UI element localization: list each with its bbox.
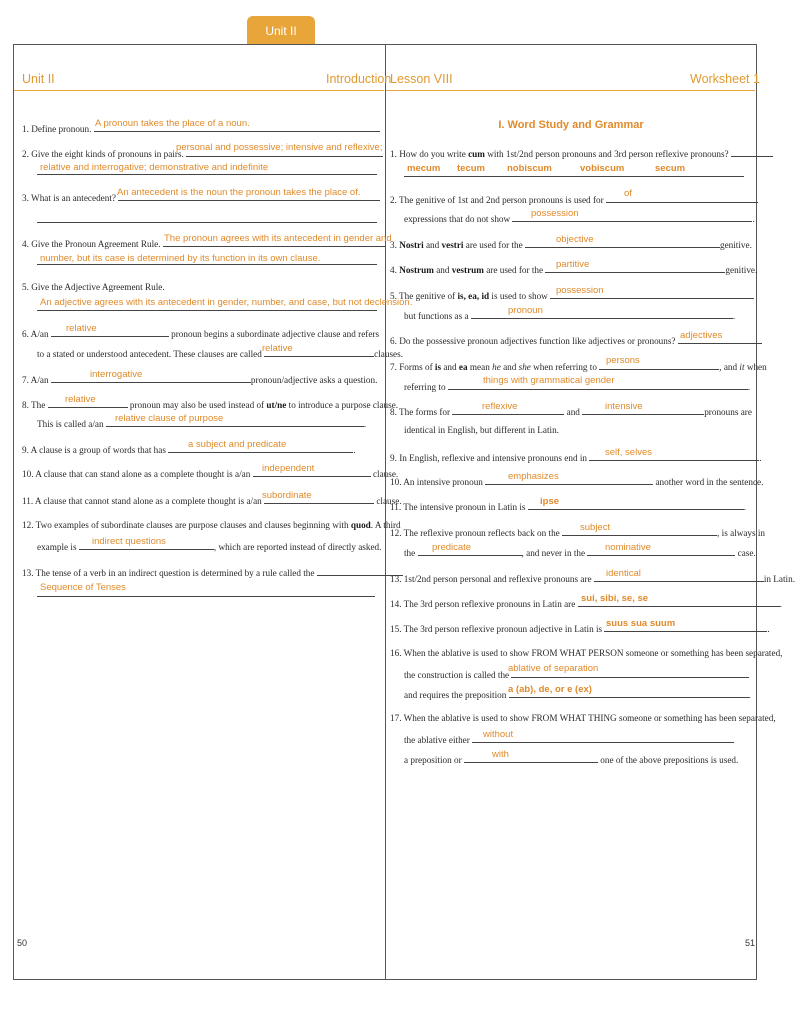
question-3: 3. What is an antecedent? — [22, 191, 380, 204]
ranswer-4[interactable]: partitive — [556, 259, 590, 270]
rquestion-3: 3. Nostri and vestri are used for the genitive. — [390, 240, 752, 250]
rquestion-5: 5. The genitive of is, ea, id is used to show — [390, 289, 754, 302]
question-11: 11. A clause that cannot stand alone as a complete thought is a/an clause. — [22, 496, 402, 506]
ranswer-2b[interactable]: possession — [531, 208, 579, 219]
ranswer-13[interactable]: identical — [606, 568, 641, 579]
rquestion-2: 2. The genitive of 1st and 2nd person pronouns is used for — [390, 193, 758, 206]
rquestion-11: 11. The intensive pronoun in Latin is . — [390, 502, 747, 512]
left-header-rule — [14, 90, 384, 91]
rquestion-6: 6. Do the possessive pronoun adjectives function like adjectives or pronouns? — [390, 334, 762, 347]
question-6: 6. A/an pronoun begins a subordinate adjective clause and refers — [22, 329, 380, 339]
ranswer-14[interactable]: sui, sibi, se, se — [581, 593, 649, 604]
page-number-right: 51 — [745, 938, 756, 948]
rquestion-7: 7. Forms of is and ea mean he and she when referring to , and it when — [390, 362, 767, 372]
ranswer-11[interactable]: ipse — [540, 496, 560, 507]
ranswer-10[interactable]: emphasizes — [508, 471, 559, 482]
rquestion-2-cont: expressions that do not show . — [404, 214, 755, 224]
ranswer-12b[interactable]: predicate — [432, 542, 472, 553]
question-8-cont: This is called a/an . — [37, 419, 367, 429]
ranswer-1-mecum[interactable]: mecum — [407, 163, 441, 174]
ranswer-9[interactable]: self, selves — [605, 447, 652, 458]
ranswer-12a[interactable]: subject — [580, 522, 611, 533]
ranswer-7a[interactable]: persons — [606, 355, 640, 366]
answer-line — [37, 264, 377, 265]
rquestion-16: 16. When the ablative is used to show FROM WHAT PERSON someone or something has been separated, — [390, 648, 783, 658]
rquestion-12-cont: the , and never in the case. — [404, 548, 756, 558]
question-13: 13. The tense of a verb in an indirect question is determined by a rule called the — [22, 566, 403, 579]
question-4: 4. Give the Pronoun Agreement Rule. — [22, 237, 385, 250]
question-6-cont: to a stated or understood antecedent. These clauses are called clauses. — [37, 349, 403, 359]
ranswer-17a[interactable]: without — [483, 729, 514, 740]
rquestion-4: 4. Nostrum and vestrum are used for the genitive. — [390, 265, 758, 275]
right-header-rule — [386, 90, 755, 91]
question-7: 7. A/an pronoun/adjective asks a question. — [22, 375, 378, 385]
answer-line — [37, 174, 377, 175]
section-title: I. Word Study and Grammar — [498, 119, 644, 131]
ranswer-1-tecum[interactable]: tecum — [457, 163, 485, 174]
ranswer-7b[interactable]: things with grammatical gender — [483, 375, 615, 386]
answer-8a[interactable]: relative — [65, 394, 96, 405]
rquestion-1: 1. How do you write cum with 1st/2nd person pronouns and 3rd person reflexive pronouns? — [390, 147, 773, 160]
ranswer-6[interactable]: adjectives — [680, 330, 723, 341]
rquestion-17-c: a preposition or one of the above prepositions is used. — [404, 755, 739, 765]
rquestion-17: 17. When the ablative is used to show FROM WHAT THING someone or something has been separated, — [390, 713, 776, 723]
answer-line — [404, 176, 744, 177]
question-5: 5. Give the Adjective Agreement Rule. — [22, 282, 165, 292]
question-1: 1. Define pronoun. — [22, 122, 380, 135]
question-2: 2. Give the eight kinds of pronouns in pairs. — [22, 147, 383, 160]
answer-line — [37, 310, 377, 311]
question-10: 10. A clause that can stand alone as a complete thought is a/an clause. — [22, 469, 399, 479]
answer-3[interactable]: An antecedent is the noun the pronoun takes the place of. — [117, 187, 361, 198]
rquestion-16-c: and requires the preposition . — [404, 690, 751, 700]
answer-10[interactable]: independent — [262, 463, 315, 474]
answer-line — [37, 222, 377, 223]
ranswer-17b[interactable]: with — [492, 749, 509, 760]
ranswer-5b[interactable]: pronoun — [508, 305, 543, 316]
question-12-cont: example is , which are reported instead of directly asked. — [37, 542, 382, 552]
rquestion-17-b: the ablative either — [404, 733, 734, 746]
ranswer-1-nobiscum[interactable]: nobiscum — [507, 163, 552, 174]
answer-4a[interactable]: The pronoun agrees with its antecedent in gender and — [164, 233, 392, 244]
ranswer-15[interactable]: suus sua suum — [606, 618, 676, 629]
ranswer-2a[interactable]: of — [624, 188, 632, 199]
ranswer-1-secum[interactable]: secum — [655, 163, 686, 174]
ranswer-16a[interactable]: ablative of separation — [508, 663, 599, 674]
question-8: 8. The pronoun may also be used instead of ut/ne to introduce a purpose clause. — [22, 400, 399, 410]
unit-tab: Unit II — [247, 16, 315, 44]
answer-9[interactable]: a subject and predicate — [188, 439, 287, 450]
answer-line — [37, 596, 375, 597]
ranswer-8a[interactable]: reflexive — [482, 401, 518, 412]
ranswer-12c[interactable]: nominative — [605, 542, 651, 553]
answer-13[interactable]: Sequence of Tenses — [40, 582, 126, 593]
answer-2b[interactable]: relative and interrogative; demonstrative and indefinite — [40, 162, 269, 173]
rquestion-14: 14. The 3rd person reflexive pronouns in Latin are . — [390, 599, 782, 609]
question-12: 12. Two examples of subordinate clauses are purpose clauses and clauses beginning with quod. A third — [22, 520, 401, 530]
rquestion-12: 12. The reflexive pronoun reflects back on the , is always in — [390, 528, 766, 538]
ranswer-1-vobiscum[interactable]: vobiscum — [580, 163, 625, 174]
ranswer-16b[interactable]: a (ab), de, or e (ex) — [508, 684, 592, 695]
rquestion-7-cont: referring to . — [404, 382, 751, 392]
rquestion-9: 9. In English, reflexive and intensive pronouns end in . — [390, 453, 762, 463]
answer-8b[interactable]: relative clause of purpose — [115, 413, 224, 424]
rquestion-10: 10. An intensive pronoun another word in the sentence. — [390, 477, 764, 487]
answer-7[interactable]: interrogative — [90, 369, 143, 380]
ranswer-5a[interactable]: possession — [556, 285, 604, 296]
ranswer-3[interactable]: objective — [556, 234, 594, 245]
rquestion-8: 8. The forms for and pronouns are — [390, 407, 752, 417]
rquestion-15: 15. The 3rd person reflexive pronoun adjective in Latin is . — [390, 624, 770, 634]
answer-12[interactable]: indirect questions — [92, 536, 166, 547]
left-header-unit: Unit II — [22, 72, 55, 86]
rquestion-5-cont: but functions as a . — [404, 311, 736, 321]
answer-1[interactable]: A pronoun takes the place of a noun. — [95, 118, 250, 129]
rquestion-8-cont: identical in English, but different in Latin. — [404, 425, 559, 435]
rquestion-13: 13. 1st/2nd person personal and reflexive pronouns are in Latin. — [390, 574, 795, 584]
answer-2a[interactable]: personal and possessive; intensive and reflexive; — [176, 142, 383, 153]
left-header-section: Introduction — [326, 72, 392, 86]
ranswer-8b[interactable]: intensive — [605, 401, 643, 412]
page-number-left: 50 — [17, 938, 28, 948]
page-divider — [385, 44, 386, 979]
answer-5[interactable]: An adjective agrees with its antecedent in gender, number, and case, but not declension. — [40, 297, 413, 308]
right-header-worksheet: Worksheet 1 — [690, 72, 760, 86]
answer-4b[interactable]: number, but its case is determined by its function in its own clause. — [40, 253, 321, 264]
rquestion-16-b: the construction is called the — [404, 668, 749, 681]
question-9: 9. A clause is a group of words that has . — [22, 445, 356, 455]
answer-11[interactable]: subordinate — [262, 490, 312, 501]
right-header-lesson: Lesson VIII — [390, 72, 453, 86]
answer-6a[interactable]: relative — [66, 323, 97, 334]
answer-6b[interactable]: relative — [262, 343, 293, 354]
